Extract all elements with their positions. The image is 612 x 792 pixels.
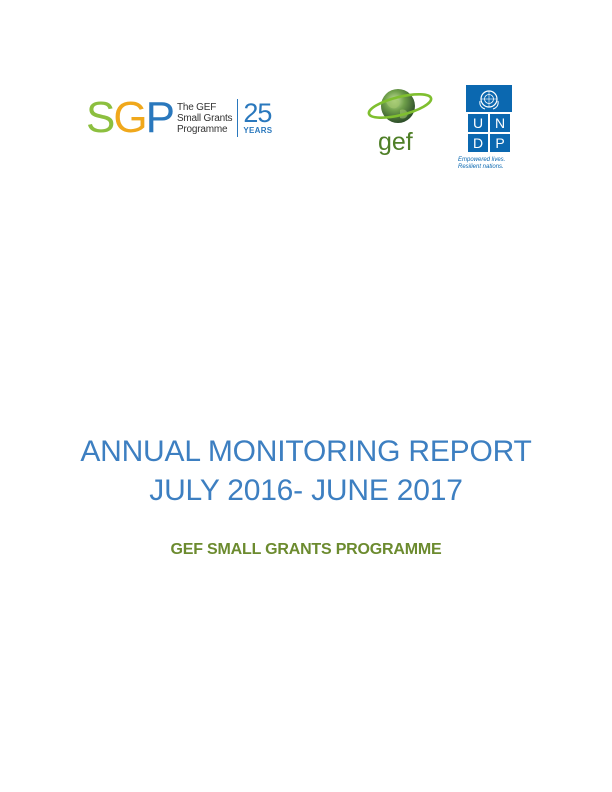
undp-box	[466, 85, 512, 154]
sgp-years-number: 25	[243, 98, 272, 128]
sgp-letter-p: P	[145, 93, 173, 142]
undp-letter: P	[490, 134, 510, 152]
gef-logo	[364, 84, 436, 156]
undp-letter: U	[468, 114, 488, 132]
sgp-years-label: YEARS	[243, 126, 273, 135]
undp-tagline-line: Resilient nations.	[458, 164, 504, 170]
sgp-letter-s: S	[86, 93, 114, 142]
gef-wordmark: gef	[378, 128, 413, 156]
sgp-letters	[86, 93, 173, 142]
report-title-line: ANNUAL MONITORING REPORT	[80, 435, 532, 468]
report-title	[0, 432, 612, 510]
sgp-name-line: Programme	[176, 123, 228, 135]
undp-letters	[466, 112, 512, 154]
report-period-line: JULY 2016- JUNE 2017	[149, 474, 463, 507]
un-emblem-icon	[466, 85, 512, 112]
sgp-name-line: The GEF	[176, 101, 217, 113]
sgp-years-badge	[243, 100, 272, 136]
sgp-logo	[86, 94, 272, 142]
sgp-letter-g: G	[113, 93, 146, 142]
undp-logo	[458, 85, 528, 171]
undp-tagline	[458, 157, 528, 171]
gef-globe-icon	[364, 84, 436, 156]
undp-letter: N	[490, 114, 510, 132]
undp-letter: D	[468, 134, 488, 152]
report-subtitle: GEF SMALL GRANTS PROGRAMME	[170, 541, 442, 558]
sgp-divider	[237, 99, 238, 137]
sgp-name-line: Small Grants	[176, 112, 233, 124]
undp-tagline-line: Empowered lives.	[458, 157, 506, 163]
sgp-programme-name	[177, 102, 232, 135]
